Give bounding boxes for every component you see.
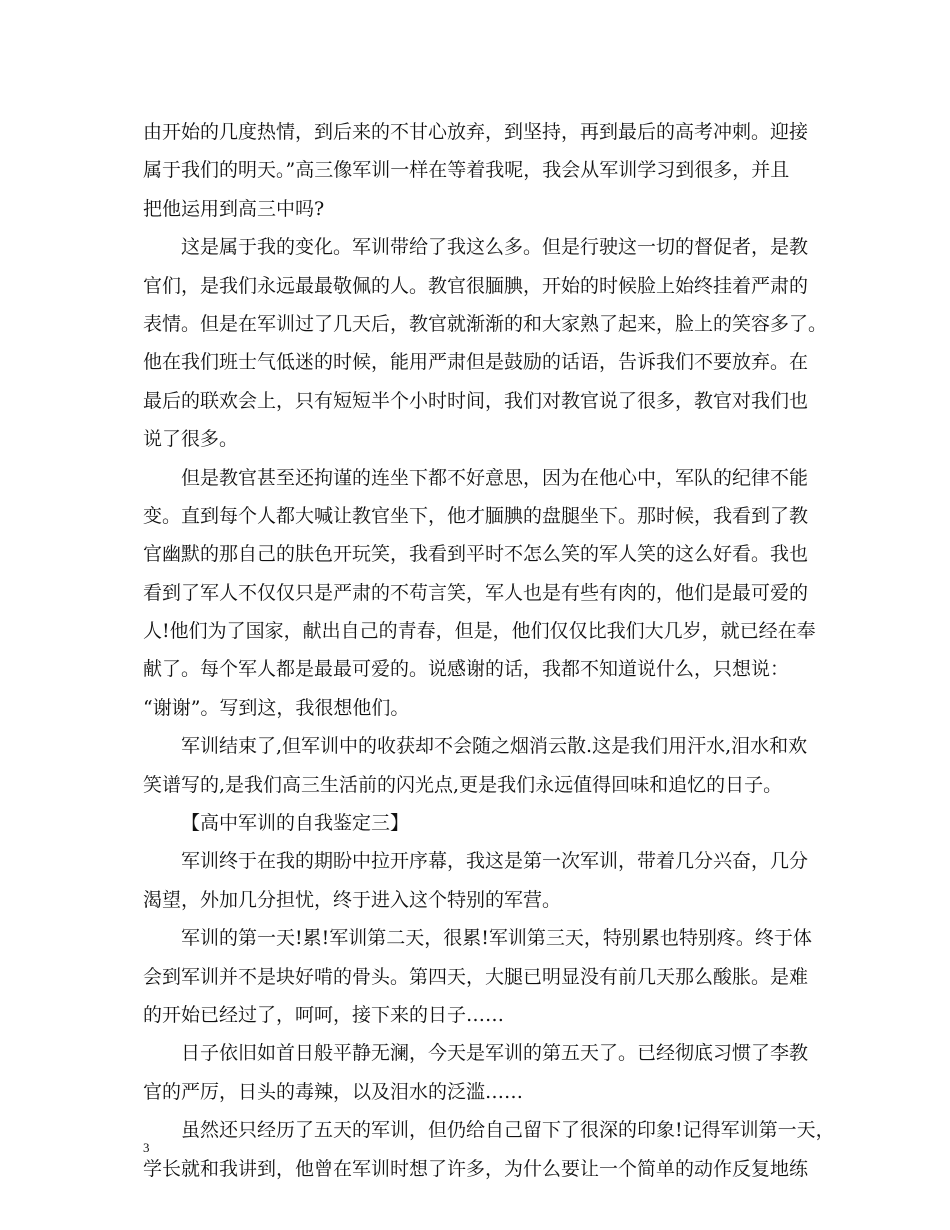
- text-line: 最后的联欢会上，只有短短半个小时时间，我们对教官说了很多，教官对我们也: [143, 389, 809, 412]
- text-line: 看到了军人不仅仅只是严肃的不苟言笑，军人也是有些有肉的，他们是最可爱的: [143, 581, 809, 604]
- text-line: 由开始的几度热情，到后来的不甘心放弃，到坚持，再到最后的高考冲刺。迎接: [143, 121, 809, 143]
- text-line: 他在我们班士气低迷的时候，能用严肃但是鼓励的话语，告诉我们不要放弃。在: [143, 351, 809, 374]
- text-line: 笑谱写的,是我们高三生活前的闪光点,更是我们永远值得回味和追忆的日子。: [143, 773, 783, 796]
- text-line: 会到军训并不是块好啃的骨头。第四天，大腿已明显没有前几天那么酸胀。是难: [143, 965, 809, 988]
- text-line: 把他运用到高三中吗?: [143, 197, 325, 220]
- text-line: “谢谢”。写到这，我很想他们。: [143, 696, 410, 719]
- document-body: [143, 113, 835, 1188]
- text-line: 变。直到每个人都大喊让教官坐下，他才腼腆的盘腿坐下。那时候，我看到了教: [143, 504, 809, 527]
- text-line: 日子依旧如首日般平静无澜，今天是军训的第五天了。已经彻底习惯了李教: [181, 1042, 809, 1065]
- text-line: 渴望，外加几分担忧，终于进入这个特别的军营。: [143, 888, 562, 911]
- text-line: 军训终于在我的期盼中拉开序幕，我这是第一次军训，带着几分兴奋，几分: [181, 850, 809, 873]
- text-line: 的开始已经过了，呵呵，接下来的日子……: [143, 1003, 505, 1026]
- text-line: 表情。但是在军训过了几天后，教官就渐渐的和大家熟了起来，脸上的笑容多了。: [143, 312, 828, 335]
- text-line: 但是教官甚至还拘谨的连坐下都不好意思，因为在他心中，军队的纪律不能: [181, 466, 809, 489]
- text-line: 学长就和我讲到，他曾在军训时想了许多，为什么要让一个简单的动作反复地练: [143, 1157, 809, 1180]
- text-line: 军训的第一天!累!军训第二天，很累!军训第三天，特别累也特别疼。终于体: [181, 927, 812, 950]
- page-number: 3: [143, 1140, 150, 1155]
- text-line: 官的严厉，日头的毒辣，以及泪水的泛滥……: [143, 1080, 524, 1103]
- text-line: 这是属于我的变化。军训带给了我这么多。但是行驶这一切的督促者，是教: [181, 236, 809, 259]
- text-line: 【高中军训的自我鉴定三】: [181, 812, 410, 835]
- text-line: 说了很多。: [143, 428, 239, 451]
- text-line: 虽然还只经历了五天的军训，但仍给自己留下了很深的印象!记得军训第一天，: [181, 1119, 835, 1142]
- text-line: 军训结束了,但军训中的收获却不会随之烟消云散.这是我们用汗水,泪水和欢: [181, 735, 808, 758]
- text-line: 官幽默的那自己的肤色开玩笑，我看到平时不怎么笑的军人笑的这么好看。我也: [143, 543, 809, 566]
- text-line: 属于我们的明天。”高三像军训一样在等着我呢，我会从军训学习到很多，并且: [143, 159, 790, 182]
- text-line: 官们，是我们永远最最敬佩的人。教官很腼腆，开始的时候脸上始终挂着严肃的: [143, 274, 809, 297]
- text-line: 人!他们为了国家，献出自己的青春，但是，他们仅仅比我们大几岁，就已经在奉: [143, 620, 816, 643]
- text-line: 献了。每个军人都是最最可爱的。说感谢的话，我都不知道说什么，只想说：: [143, 658, 790, 681]
